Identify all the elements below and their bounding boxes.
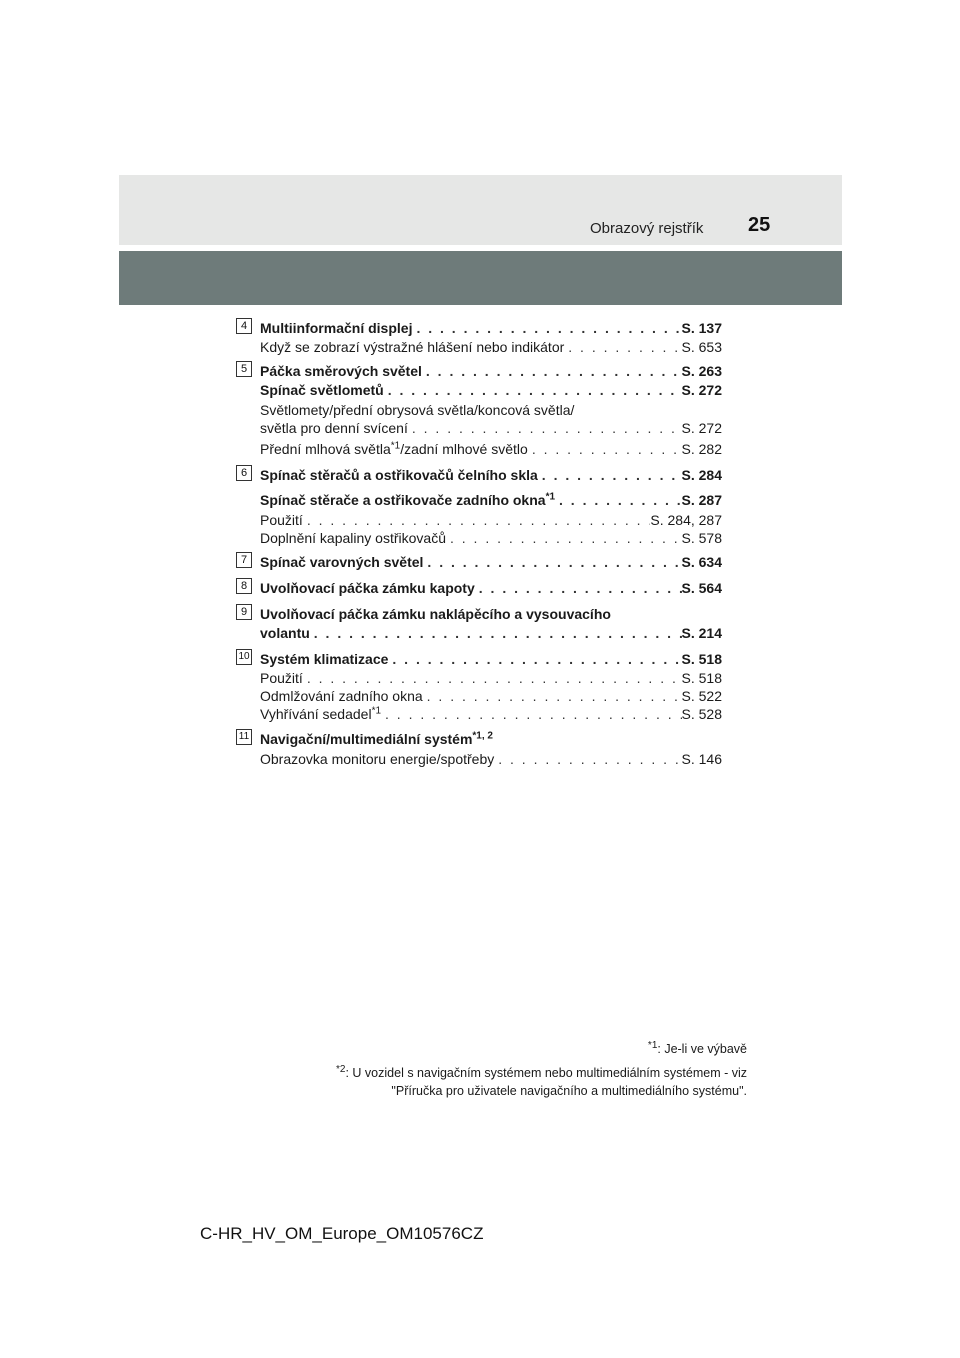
entry-label: Použití [260,512,303,528]
entry-label: volantu [260,625,310,641]
entry-label: /zadní mlhové světlo [400,441,528,457]
index-subentry[interactable] [260,512,722,528]
index-entry[interactable] [260,492,722,508]
footnote-2 [336,1063,747,1080]
page-ref: S. 564 [681,580,722,596]
footnote-ref: *1 [390,440,401,452]
page-ref: S. 634 [681,554,722,570]
index-entry[interactable] [260,731,493,747]
page-ref: S. 653 [681,339,722,355]
index-subentry[interactable] [260,706,722,722]
entry-label: Přední mlhová světla [260,441,391,457]
page-ref: S. 282 [681,441,722,457]
index-subentry[interactable] [260,420,722,436]
page-ref: S. 214 [681,625,722,641]
index-subentry[interactable] [260,441,722,457]
entry-label: Páčka směrových světel [260,363,422,379]
index-subentry[interactable] [260,530,722,546]
entry-label: Když se zobrazí výstražné hlášení nebo indikátor [260,339,565,355]
footnote-ref: *1 [371,705,382,717]
index-entry[interactable] [260,625,722,641]
marker-4: 4 [236,318,252,334]
entry-label: Spínač stěračů a ostřikovačů čelního skla [260,467,538,483]
page-ref: S. 284, 287 [650,512,722,528]
section-title: Obrazový rejstřík [590,220,704,237]
header-band [119,175,842,245]
index-entry[interactable] [260,363,722,379]
entry-label: Spínač světlometů [260,382,384,398]
page-ref: S. 528 [681,706,722,722]
footnote-2-line2: "Příručka pro uživatele navigačního a multimediálního systému". [391,1084,747,1098]
marker-6: 6 [236,465,252,481]
footnote-ref: *1 [545,491,556,503]
marker-8: 8 [236,578,252,594]
index-entry[interactable] [260,554,722,570]
page-ref: S. 287 [681,492,722,508]
entry-label-line: Světlomety/přední obrysová světla/koncová světla/ [260,402,575,418]
entry-label: Spínač stěrače a ostřikovače zadního okna [260,492,546,508]
entry-label: Použití [260,670,303,686]
doc-code: C-HR_HV_OM_Europe_OM10576CZ [200,1224,484,1243]
entry-label: Multiinformační displej [260,320,413,336]
page-number: 25 [748,214,771,236]
index-subentry[interactable] [260,339,722,355]
entry-label: Odmlžování zadního okna [260,688,423,704]
index-entry[interactable] [260,651,722,667]
footnote-mark: *2 [336,1063,346,1075]
page-ref: S. 272 [681,382,722,398]
marker-7: 7 [236,552,252,568]
page-ref: S. 137 [681,320,722,336]
footnote-text: : Je-li ve výbavě [657,1042,747,1056]
entry-label: světla pro denní svícení [260,420,408,436]
index-entry[interactable] [260,467,722,483]
footnote-ref: *1, 2 [472,730,493,742]
entry-label: Navigační/multimediální systém [260,731,473,747]
entry-label: Obrazovka monitoru energie/spotřeby [260,751,495,767]
footnote-mark: *1 [647,1039,658,1051]
page-ref: S. 272 [681,420,722,436]
entry-label: Vyhřívání sedadel [260,706,372,722]
footnote-1 [647,1039,747,1056]
page-ref: S. 263 [681,363,722,379]
header-bar [119,251,842,305]
marker-11: 11 [236,729,252,745]
page-ref: S. 518 [681,670,722,686]
entry-label: Spínač varovných světel [260,554,424,570]
page-ref: S. 578 [681,530,722,546]
marker-9: 9 [236,604,252,620]
marker-10: 10 [236,649,252,665]
footnote-text: : U vozidel s navigačním systémem nebo multimediálním systémem - viz [345,1066,747,1080]
index-subentry[interactable] [260,688,722,704]
index-subentry[interactable] [260,670,722,686]
entry-label-line: Uvolňovací páčka zámku naklápěcího a vysouvacího [260,606,611,622]
entry-label: Uvolňovací páčka zámku kapoty [260,580,475,596]
entry-label: Doplnění kapaliny ostřikovačů [260,530,446,546]
index-entry[interactable] [260,580,722,596]
page-ref: S. 146 [681,751,722,767]
index-entry[interactable] [260,382,722,398]
page-ref: S. 518 [681,651,722,667]
index-entry[interactable] [260,320,722,336]
index-subentry[interactable] [260,751,722,767]
page-ref: S. 284 [681,467,722,483]
page-ref: S. 522 [681,688,722,704]
entry-label: Systém klimatizace [260,651,389,667]
marker-5: 5 [236,361,252,377]
